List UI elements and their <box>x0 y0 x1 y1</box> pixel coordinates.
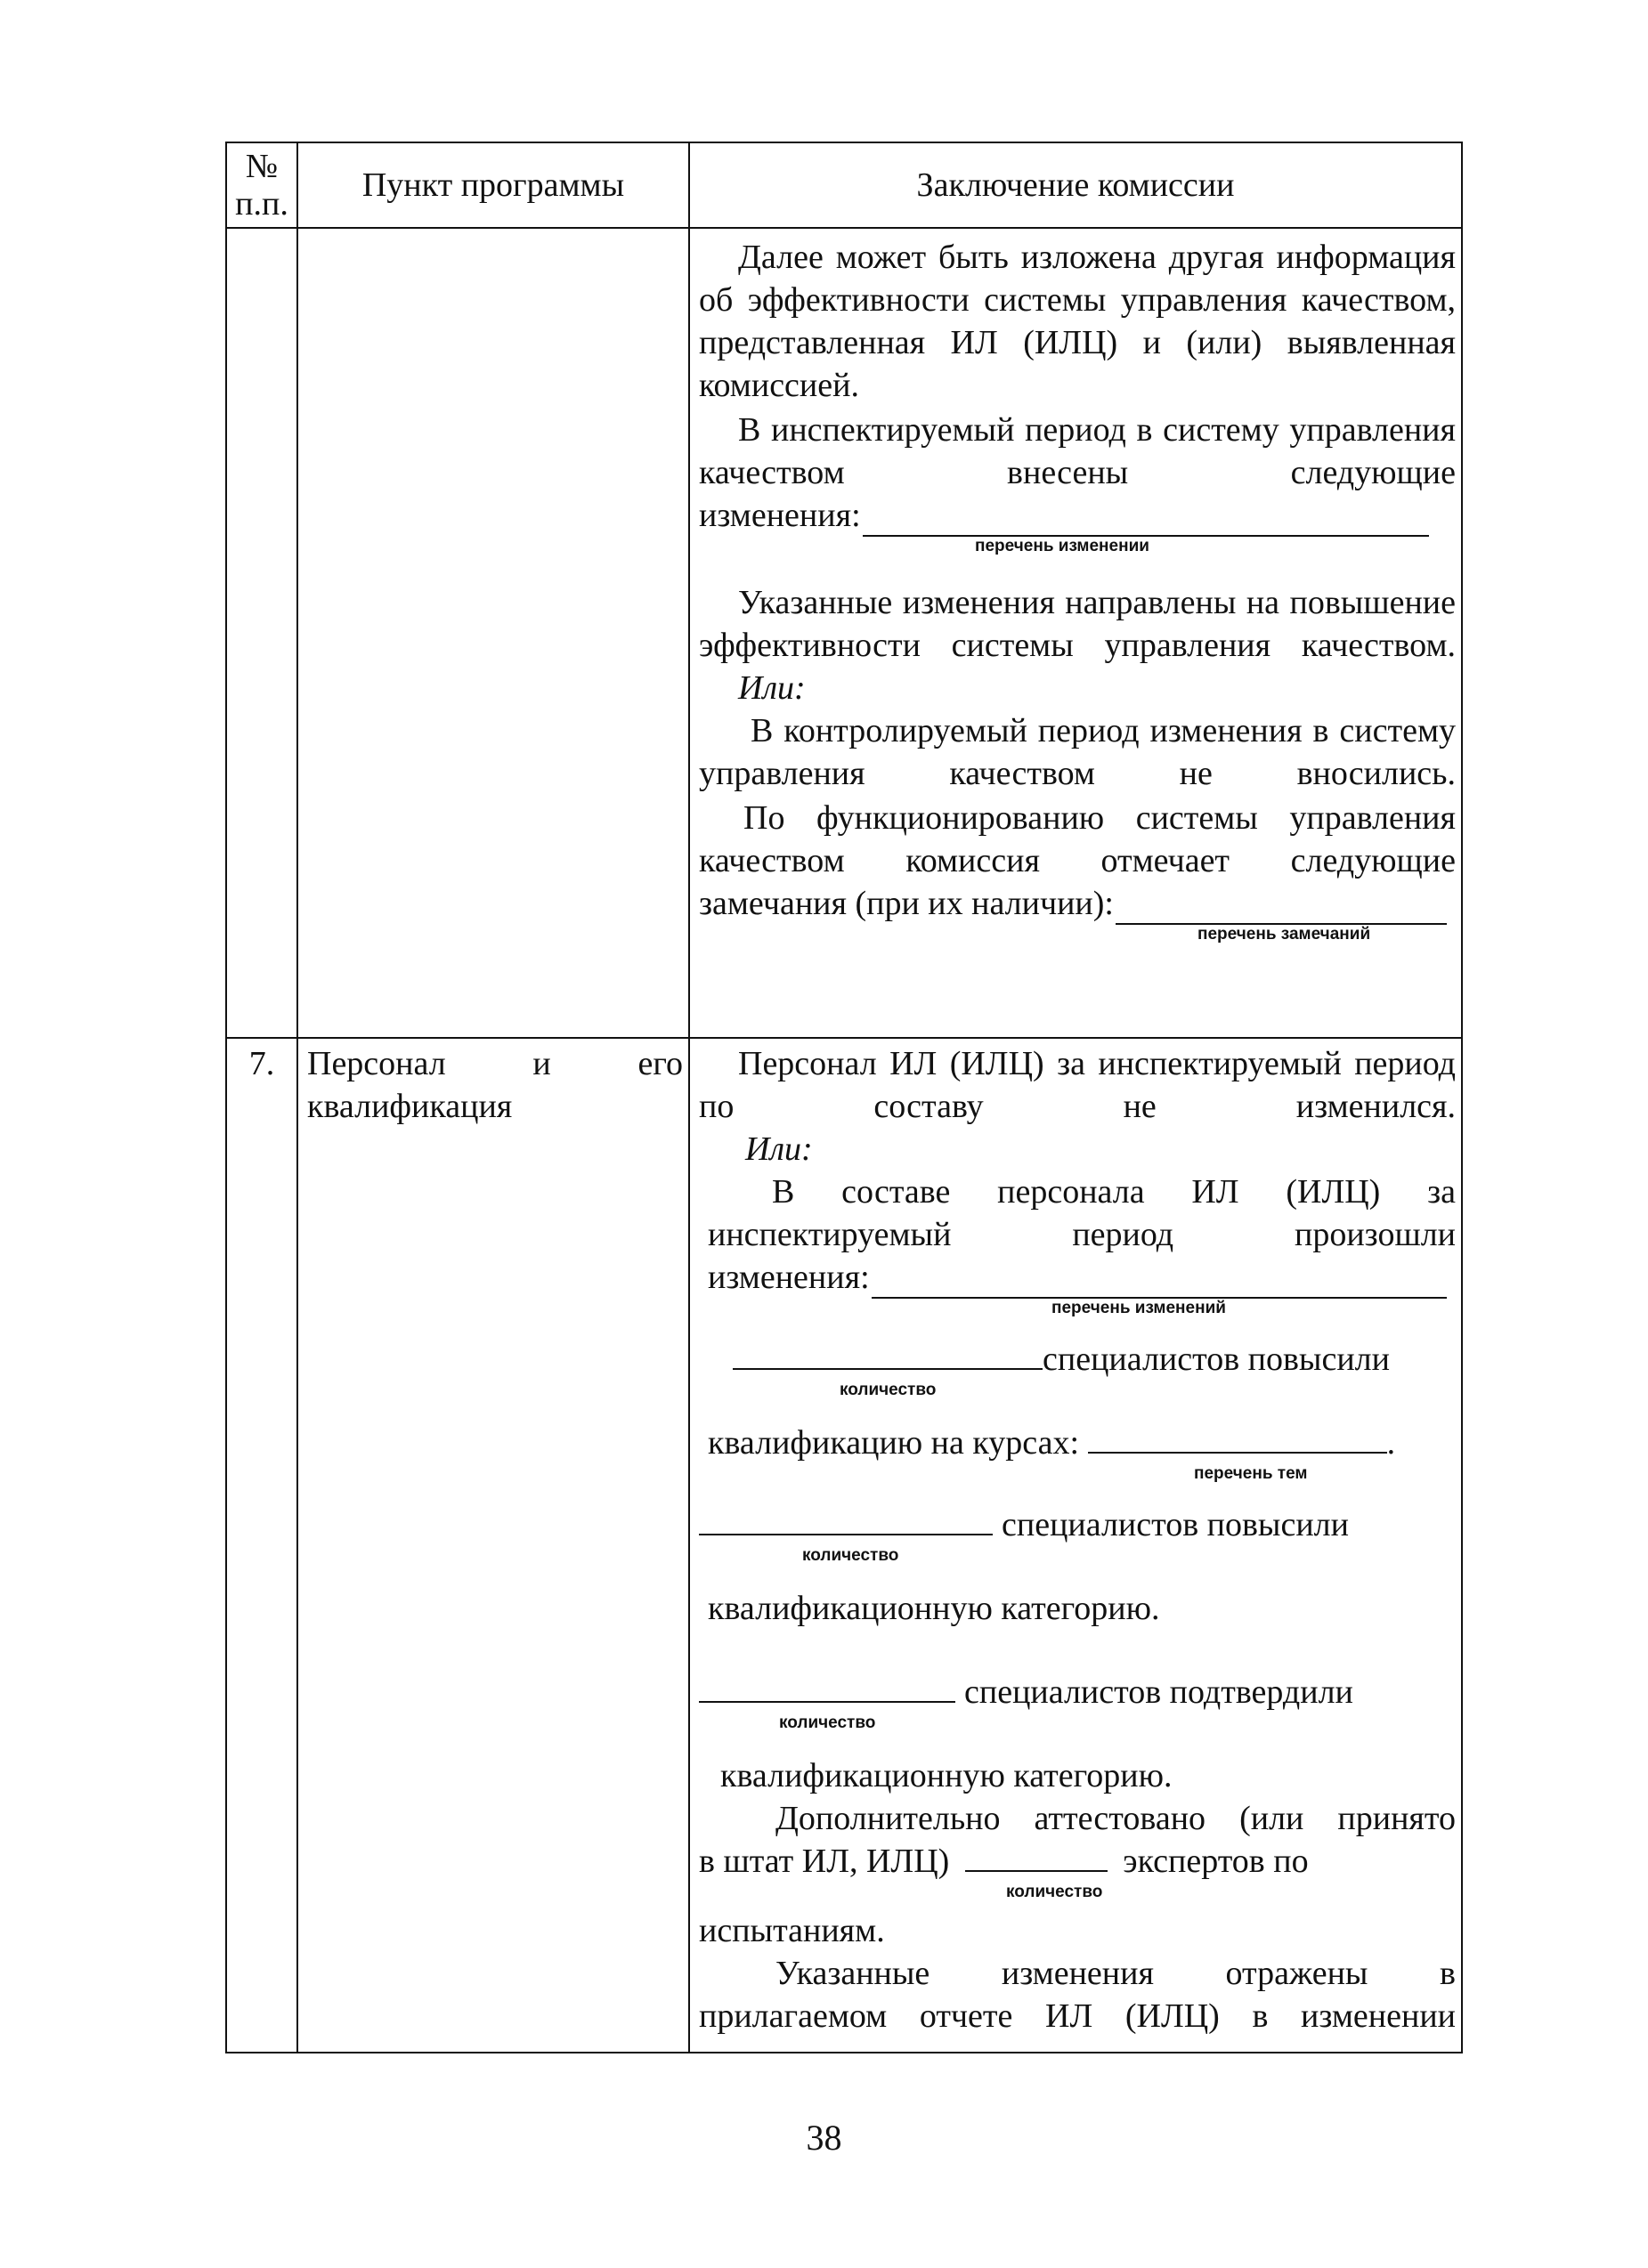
fill-label: квалификацию на курсах: <box>708 1424 1080 1462</box>
item-word: и <box>532 1045 551 1082</box>
field-caption: перечень замечаний <box>1197 925 1371 944</box>
header-commission-conclusion: Заключение комиссии <box>689 142 1462 228</box>
fill-label: экспертов по <box>1123 1843 1309 1880</box>
program-table <box>225 142 1463 2053</box>
fill-in-line <box>699 1422 1456 1464</box>
paragraph: Дополнительно аттестовано (или принято <box>775 1800 1456 1837</box>
blank-line <box>965 1840 1108 1872</box>
paragraph: Указанные изменения направлены на повышение эффективности системы управления качеством. <box>699 584 1456 664</box>
blank-line <box>872 1267 1447 1299</box>
paragraph: испытаниям. <box>699 1912 885 1949</box>
fill-label: специалистов подтвердили <box>964 1673 1353 1711</box>
paragraph: В составе персонала ИЛ (ИЛЦ) за инспектируемый период произошли <box>708 1173 1456 1253</box>
field-caption: количество <box>1006 1883 1103 1901</box>
field-caption: количество <box>802 1546 899 1565</box>
blank-line <box>699 1503 993 1535</box>
table-header-row <box>226 142 1462 228</box>
field-caption: перечень тем <box>1194 1464 1308 1483</box>
fill-label: в штат ИЛ, ИЛЦ) <box>699 1843 950 1880</box>
blank-line <box>1088 1422 1387 1454</box>
blank-line <box>733 1338 1043 1370</box>
paragraph: Персонал ИЛ (ИЛЦ) за инспектируемый период по составу не изменился. <box>699 1045 1456 1125</box>
paragraph: Указанные изменения отражены в прилагаемом отчете ИЛ (ИЛЦ) в изменении <box>699 1955 1456 2035</box>
blank-line <box>863 505 1429 537</box>
row-number-cell: 7. <box>226 1038 297 2053</box>
program-item-line: квалификация <box>307 1088 513 1125</box>
paragraph: По функционированию системы управления качеством комиссия отмечает следующие <box>699 799 1456 879</box>
blank-line <box>1116 893 1447 925</box>
header-number: № п.п. <box>226 142 297 228</box>
fill-in-line <box>699 882 1447 925</box>
paragraph: квалификационную категорию. <box>708 1590 1160 1627</box>
fill-label: . <box>1386 1424 1396 1462</box>
field-caption: перечень изменении <box>975 537 1149 555</box>
paragraph: В инспектируемый период в систему управления качеством внесены следующие <box>699 411 1456 491</box>
field-caption: количество <box>840 1381 937 1399</box>
conclusion-cell <box>689 228 1462 1038</box>
fill-in-line <box>699 1671 1456 1713</box>
fill-in-line <box>699 1503 1456 1546</box>
fill-in-line <box>699 1338 1456 1381</box>
item-word: его <box>637 1045 683 1082</box>
page-number: 38 <box>806 2118 842 2158</box>
fill-label: замечания (при их наличии): <box>699 885 1114 922</box>
blank-line <box>699 1671 955 1703</box>
header-program-item: Пункт программы <box>297 142 689 228</box>
fill-in-line <box>699 494 1429 537</box>
fill-label: изменения: <box>699 497 861 534</box>
program-item-cell <box>297 228 689 1038</box>
field-caption: перечень изменений <box>1051 1299 1226 1317</box>
fill-label: специалистов повысили <box>1043 1341 1390 1378</box>
item-word: Персонал <box>307 1045 446 1082</box>
program-item-cell <box>297 1038 689 2053</box>
fill-in-line <box>699 1256 1447 1299</box>
paragraph: Далее может быть изложена другая информация об эффективности системы управления качеством, представленная ИЛ (ИЛЦ) и (или) выявленная комиссией. <box>699 239 1456 404</box>
fill-label: специалистов повысили <box>1002 1506 1349 1543</box>
fill-in-line <box>699 1840 1456 1883</box>
row-number-cell <box>226 228 297 1038</box>
or-label: Или: <box>745 1130 813 1168</box>
table-row <box>226 1038 1462 2053</box>
or-label: Или: <box>738 669 806 707</box>
fill-label: изменения: <box>708 1259 870 1296</box>
field-caption: количество <box>779 1713 876 1732</box>
program-item-line <box>307 1042 683 1085</box>
table-row <box>226 228 1462 1038</box>
paragraph: В контролируемый период изменения в систему управления качеством не вносились. <box>699 712 1456 792</box>
paragraph: квалификационную категорию. <box>720 1757 1173 1794</box>
conclusion-cell <box>689 1038 1462 2053</box>
